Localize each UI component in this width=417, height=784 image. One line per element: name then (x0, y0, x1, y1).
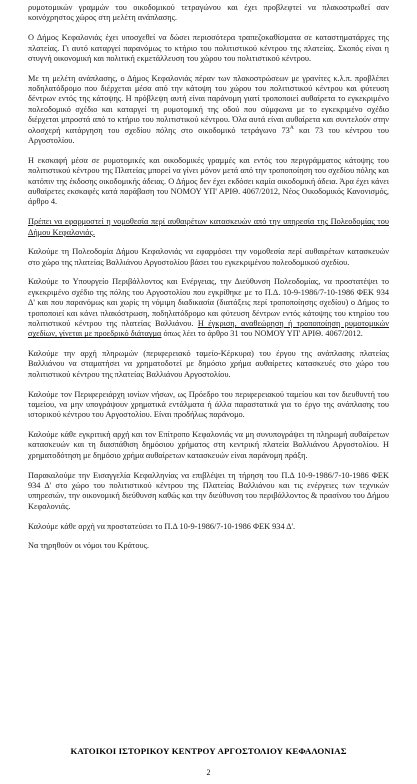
paragraph-redesign-study (28, 74, 389, 147)
signature-line: ΚΑΤΟΙΚΟΙ ΙΣΤΟΡΙΚΟΥ ΚΕΝΤΡΟΥ ΑΡΓΟΣΤΟΛΙΟΥ ΚΕΦΑΛΟΝΙΑΣ (70, 746, 347, 756)
paragraph-continuation: ρυμοτομικών γραμμών του οικοδομικού τετραγώνου και έχει προβλεφτεί να πλακοστρωθεί σαν κοινόχρηστος χώρος στη μελέτη ανάπλασης. (28, 3, 389, 23)
block-tail: και 73 του κέντρου του Αργοστολίου. (28, 125, 390, 146)
paragraph-call-prosecutor: Παρακαλούμε την Εισαγγελία Κεφαλληνίας να επιβλέψει τη τήρηση του Π.Δ 10-9-1986/7-10-1986 ΦΕΚ 934 Δ' στο χώρο του πολιτιστικού κέντρου της Πλατείας Βαλλιάνου και τις ενέργειες των τεχνικών υπηρεσιών, την οικονομική διεύθυνση καθώς και την διεύθυνση του περιβάλλοντος & πρασίνου του Δήμου Κεφαλονιάς. (28, 470, 389, 511)
paragraph-tables-claim: Ο Δήμος Κεφαλονιάς έχει υποσχεθεί να δώσει περισσότερα τραπεζοκαθίσματα σε καταστηματάρχες της πλατείας. Γι αυτό καταργεί παρανόμως το κτήριο του πολιτιστικού κέντρου της πλατείας. Σκοπός είναι η στυγνή οικονομική και πολιτική εκμετάλλευση του χώρου του πολιτιστικού κέντρου. (28, 33, 389, 63)
paragraph-call-ministry (28, 277, 389, 339)
underlined-decree-text: Η έγκριση, αναθεώρηση ή τροποποίηση ρυμοτομικών σχεδίων, γίνεται με προεδρικό διάταγμα (28, 318, 390, 339)
block-superscript: Α (289, 124, 294, 131)
paragraph-text: Με τη μελέτη ανάπλασης, ο Δήμος Κεφαλονιάς πέραν των πλακοστρώσεων με γρανίτες κ.λ.π. προβλέπει ποδηλατόδρομο που διέρχεται μέσα από την κάτοψη του χώρου του πολιτιστικού κέντρου και φύτευση δέντρων εντός της κάτοψης. Η πρόβλεψη αυτή είναι παράνομη γιατί τροποποιεί αυθαίρετα το εγκεκριμένο πολεοδομικό σχέδιο και καταργεί τη ρυμοτομική της οδού που σύμφωνα με το εγκεκριμένο σχέδιο διέρχεται μπροστά από το κτήριο του πολιτιστικού κέντρου. Όλα αυτά είναι αυθαίρετα και συντελούν στην ολοσχερή κατάργηση του σχεδίου πόλης στο οικοδομικό τετράγωνο (28, 73, 389, 135)
paragraph-call-urban-planning: Καλούμε τη Πολεοδομία Δήμου Κεφαλονιάς να εφαρμόσει την νομοθεσία περί αυθαιρέτων κατασκευών στο χώρο της πλατείας Βαλλιάνου Αργοστολίου βάσει του εγκεκριμένου πολεοδομικού σχεδίου. (28, 247, 389, 267)
paragraph-call-every-authority: Καλούμε κάθε αρχή να προστατεύσει το Π.Δ 10-9-1986/7-10-1986 ΦΕΚ 934 Δ'. (28, 521, 296, 531)
paragraph-call-regional-governor: Καλούμε τον Περιφερειάρχη ιονίων νήσων, ως Πρόεδρο του περιφερειακού ταμείου και τον διευθυντή του ταμείου, να μην υπογράψουν χρηματικά εντάλματα ή άλλα παραστατικά για το έργο της ανάπλασης του ιστορικού κέντρου του Αργοστολίου. Είναι προδήλως παράνομο. (28, 389, 389, 420)
paragraph-laws: Να τηρηθούν οι νόμοι του Κράτους. (28, 541, 149, 551)
paragraph-call-payment-authority: Καλούμε την αρχή πληρωμών (περιφερειακό ταμείο-Κέρκυρα) του έργου της ανάπλασης πλατείας Βαλλιάνου να σταματήσει να χρηματοδοτεί με δημόσιο χρήμα αυθαίρετες κατασκευές στο χώρο του πολιτιστικού κέντρου της πλατείας Βαλλιάνου Αργοστολίου. (28, 349, 389, 379)
page-number: 2 (206, 768, 211, 777)
paragraph-excavation: Η εκσκαφή μέσα σε ρυμοτομικές και οικοδομικές γραμμές και εντός του περιγράμματος κάτοψης του πολιτιστικού κέντρου της Πλατείας μπορεί να γίνει μόνον μετά από την τροποποίηση του σχεδίου πόλης και κατόπιν της έκδοσης οικοδομικής άδειας. Ο Δήμος δεν έχει εκδόσει καμία οικοδομική άδεια. Άρα έχει κάνει αυθαίρετες εκσκαφές κατά παράβαση του ΝΟΜΟΥ ΥΠ' ΑΡΙΘ. 4067/2012, Νέος Οικοδομικός Κανονισμός, άρθρο 4. (28, 155, 389, 207)
paragraph-call-approval-authority: Καλούμε κάθε εγκριτική αρχή και τον Επίτροπο Κεφαλονιάς να μη συνυπογράψει τη πληρωμή αυθαίρετων κατασκευών και τη διασπάθιση δημόσιου χρήματος στη κεντρική πλατεία Βαλλιάνου Αργοστολίου. Η χρηματοδότηση με δημόσιο χρήμα αυθαίρετων κατασκευών είναι παράνομη πράξη. (28, 430, 389, 460)
block-number: 73 (281, 125, 290, 135)
paragraph-law-enforcement-heading: Πρέπει να εφαρμοστεί η νομοθεσία περί αυθαιρέτων κατασκευών από την υπηρεσία της Πολεοδομίας του Δήμου Κεφαλονιάς. (28, 217, 389, 237)
ministry-tail: όπως λέει το άρθρο 31 του ΝΟΜΟΥ ΥΠ' ΑΡΙΘ. 4067/2012. (161, 329, 363, 339)
ministry-text: Καλούμε το Υπουργείο Περιβάλλοντος και Ενέργειας, την Διεύθυνση Πολεοδομίας, να προστατέψει το εγκεκριμένο σχέδιο της πόλης του Αργοστολίου που εγκρίθηκε με το Π.Δ. 10-9-1986/7-10-1986 ΦΕΚ 934 Δ' και που παρανόμως και χωρίς τη νόμιμη διαδικασία (διατάξεις περί τροποποίησης σχεδίου) ο Δήμος το τροποποιεί και κάνει πλακόστρωση, ποδηλατόδρομο και φύτευση δέντρων εντός κάτοψης του κτηρίου του πολιτιστικού κέντρου της πλατείας Βαλλιάνου. (28, 277, 389, 328)
